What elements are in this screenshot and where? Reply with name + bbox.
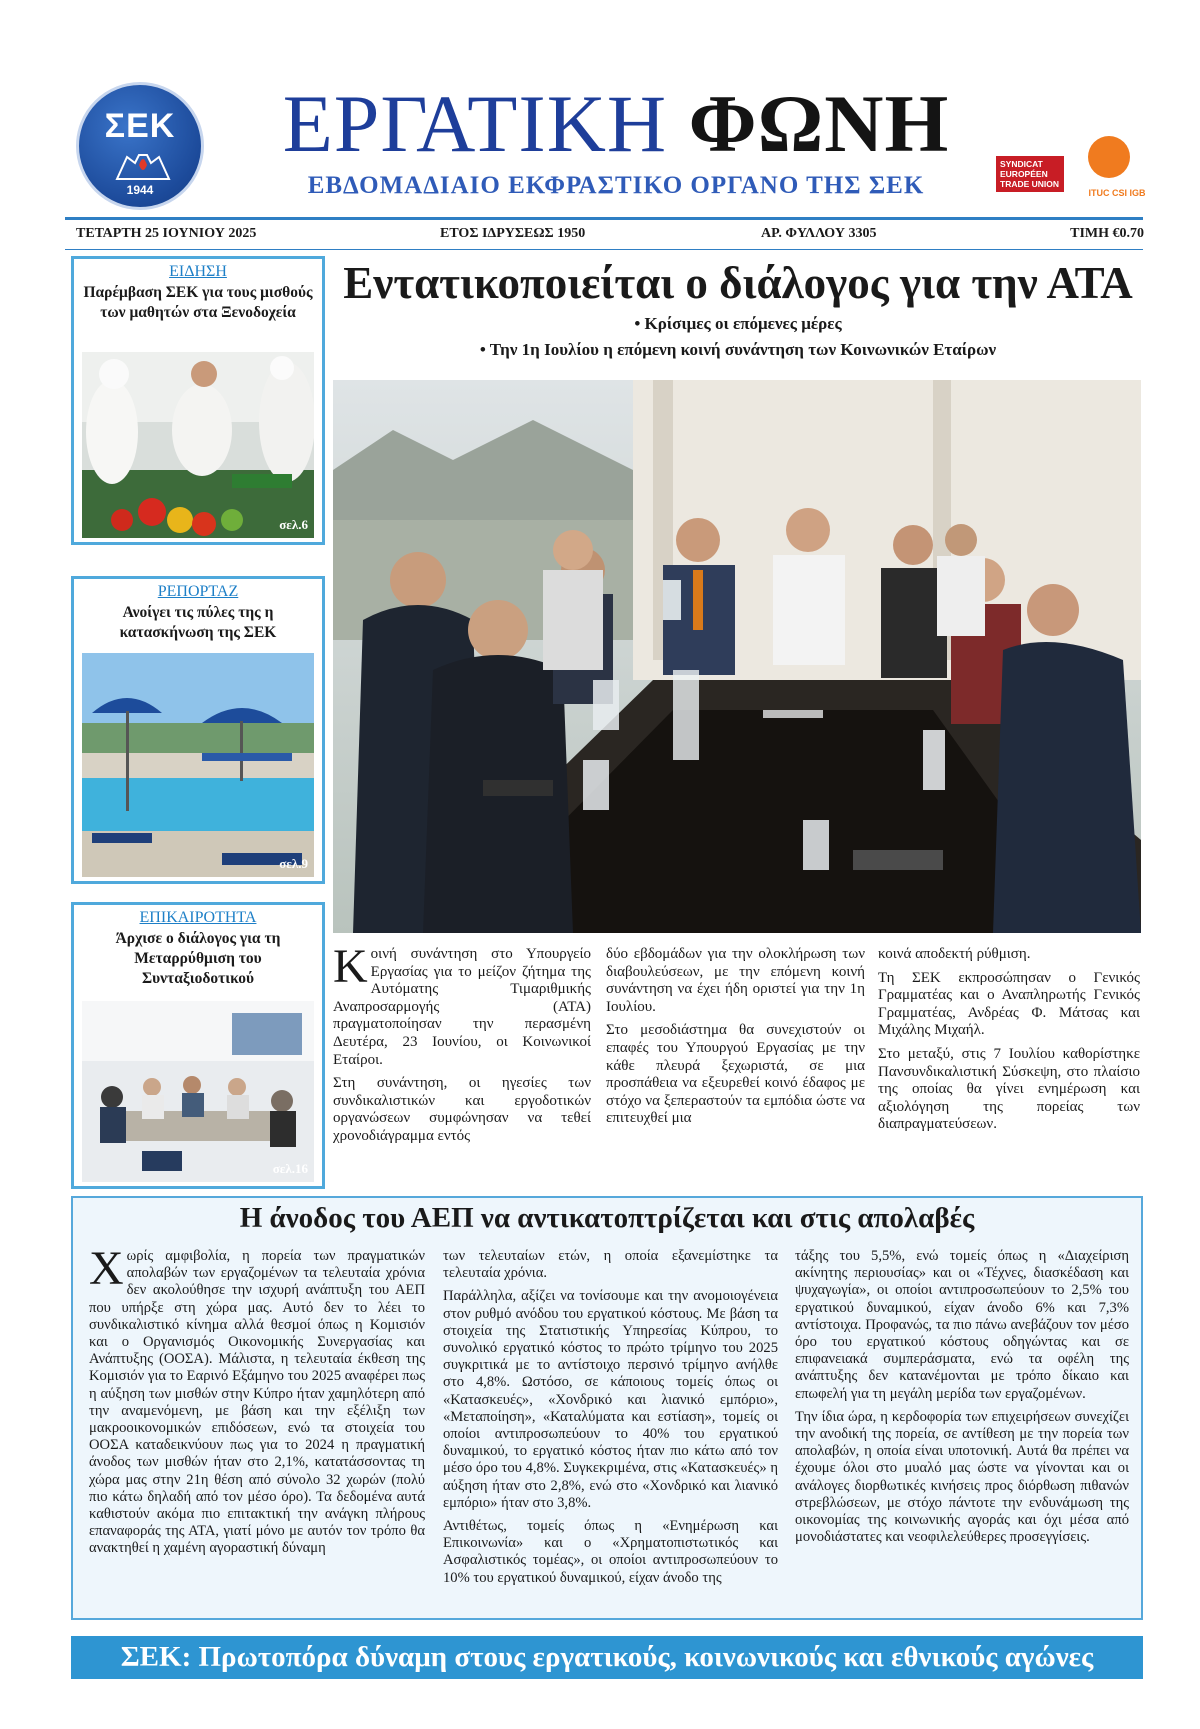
editorial-col2-para-2: Παράλληλα, αξίζει να τονίσουμε και την ανομοιογένεια στον ρυθμό ανόδου του εργατικού κόστους. Με βάση τα στοιχεία της Στατιστικής Υπηρεσίας Κύπρου, το συνολικό εργατικό κόστος το πρώτο τρίμηνο του 2025 συγκριτικά με το αντίστοιχο περσινό τρίμηνο ανήλθε στο 4,8%. Ωστόσο, σε κάποιους τομείς όπως οι «Κατασκευές», «Χονδρικό και λιανικό εμπόριο», «Μεταποίηση», «Καταλύματα και εστίαση», τομείς οι οποίοι αντιπροσωπεύουν το 40% του εργατικού δυναμικού, το εργατικό κόστος ήταν πιο κάτω από τον μέσο όρο του 4,8%. Συγκεκριμένα, στις «Κατασκευές» η αύξηση ήταν στο 2,8%, ενώ στο «Χονδρικό και λιανικό εμπόριο» ήταν στο 3,8%. xyxy=(443,1288,778,1511)
issue-date: ΤΕΤΑΡΤΗ 25 ΙΟΥΝΙΟΥ 2025 xyxy=(76,226,257,241)
teaser-title[interactable]: Παρέμβαση ΣΕΚ για τους μισθούς των μαθητών στα Ξενοδοχεία xyxy=(83,284,313,321)
masthead xyxy=(76,78,1146,213)
logo-year: 1944 xyxy=(126,183,154,197)
clasped-hands-icon xyxy=(113,149,173,185)
meeting-room-photo-art xyxy=(82,1001,314,1182)
ituc-label: ITUC CSI IGB xyxy=(1088,188,1146,198)
founded-year: ΕΤΟΣ ΙΔΡΥΣΕΩΣ 1950 xyxy=(440,226,586,241)
main-bullet-2: • Την 1η Ιουλίου η επόμενη κοινή συνάντηση των Κοινωνικών Εταίρων xyxy=(479,340,997,359)
ituc-circle-icon xyxy=(1088,136,1130,178)
main-col1-para-1: οινή συνάντηση στο Υπουργείο Εργασίας για το μείζον ζήτημα της Αυτόματης Τιμαριθμικής Αναπροσαρμογής (ΑΤΑ) πραγματοποίησαν την περασμένη Δευτέρα, 23 Ιουνίου, οι Κοινωνικοί Εταίροι. xyxy=(333,946,591,1068)
teaser-title[interactable]: Ανοίγει τις πύλες της η κατασκήνωση της ΣΕΚ xyxy=(119,604,277,641)
editorial-column-2 xyxy=(443,1248,778,1593)
sek-logo xyxy=(76,82,204,210)
editorial-col3-para-1: τάξης του 5,5%, ενώ τομείς όπως η «Διαχείριση ακίνητης περιουσίας» και οι «Τέχνες, διασκέδαση και ψυχαγωγία», οι οποίοι αντιπροσωπεύουν το 2,5% του εργατικού δυναμικού, είχαν άνοδο 6% και 7,3% αντίστοιχα. Προφανώς, τα πιο πάνω ανεβάζουν τον μέσο όρο του εργατικού κόστους οδηγώντας και σε επιφανειακά συμπεράσματα, ενώ τα οφέλη της ανάπτυξης δεν κατανέμονται με τρόπο δίκαιο και επωφελή για τη μεγάλη μερίδα των εργαζομένων. xyxy=(795,1248,1129,1402)
main-story-photo xyxy=(333,380,1141,933)
title-word-1: ΕΡΓΑΤΙΚΗ xyxy=(282,78,668,169)
issue-number: ΑΡ. ΦΥΛΛΟΥ 3305 xyxy=(761,226,877,241)
teaser-page-ref: σελ.16 xyxy=(272,1161,308,1176)
sidebar-teaser-news[interactable] xyxy=(71,256,325,545)
sidebar-teaser-current[interactable] xyxy=(71,902,325,1189)
editorial-column-3 xyxy=(795,1248,1129,1552)
newspaper-title xyxy=(236,78,996,170)
main-col3-para-1: κοινά αποδεκτή ρύθμιση. xyxy=(878,946,1031,962)
masthead-rule xyxy=(65,217,1143,220)
editorial-box xyxy=(71,1196,1143,1620)
teaser-category: ΕΙΔΗΣΗ xyxy=(169,263,227,280)
footer-slogan: ΣΕΚ: Πρωτοπόρα δύναμη στους εργατικούς, κοινωνικούς και εθνικούς αγώνες xyxy=(71,1636,1143,1679)
main-story-column-2 xyxy=(606,946,865,1134)
teaser-page-ref: σελ.6 xyxy=(279,517,308,532)
teaser-page-ref: σελ.9 xyxy=(279,856,308,871)
main-col3-para-2: Τη ΣΕΚ εκπροσώπησαν ο Γενικός Γραμματέας και ο Αναπληρωτής Γενικός Γραμματέας, Ανδρέας Φ. Μάτσας και Μιχάλης Μιχαήλ. xyxy=(878,969,1140,1039)
pool-photo-art xyxy=(82,653,314,877)
editorial-col2-para-1: των τελευταίων ετών, η οποία εξανεμίστηκε τα τελευταία χρόνια. xyxy=(443,1248,778,1282)
main-headline[interactable]: Εντατικοποιείται ο διάλογος για την ΑΤΑ xyxy=(343,258,1133,308)
chefs-photo xyxy=(82,352,314,538)
editorial-col1-para-1: ωρίς αμφιβολία, η πορεία των πραγματικών απολαβών των εργαζομένων τα τελευταία χρόνια δεν ακολούθησε την ισχυρή ανάπτυξη του ΑΕΠ που υπήρξε στη χώρα μας. Αυτό δεν το λέει το συνδικαλιστικό κίνημα αλλά θεσμοί όπως η Κομισιόν και ο Οργανισμός Οικονομικής Συνεργασίας και Ανάπτυξης (ΟΟΣΑ). Μάλιστα, η τελευταία έκθεση της Κομισιόν για το Εαρινό Εξάμηνο του 2025 αναφέρει πως η αύξηση των μισθών στην Κύπρο ήταν χαμηλότερη από την αναμενόμενη, με βάση και την εξέλιξη των μακροοικονομικών επιδόσεων, ενώ τα στοιχεία του ΟΟΣΑ καταδεικνύουν πως για το 2024 η πραγματική άνοδος των μισθών ήταν στο 2,1%, κατατάσσοντας τη χώρα μας στην 21η θέση από σύνολο 32 χωρών (πολύ πιο κάτω δηλαδή από τον μέσο όρο). Τα δεδομένα αυτά καθιστούν ακόμα πιο επιτακτική την ανάγκη πλήρους επαναφοράς της ΑΤΑ, γιατί μόνο με αυτόν τον τρόπο θα ανακτηθεί η χαμένη αγοραστική δύναμη xyxy=(89,1248,425,1557)
main-col2-para-1: δύο εβδομάδων για την ολοκλήρωση των διαβουλεύσεων, με την επόμενη κοινή συνάντηση να έχει ήδη οριστεί για την 1η Ιουλίου. xyxy=(606,946,865,1015)
meeting-photo-art xyxy=(333,380,1141,933)
sidebar-teaser-report[interactable] xyxy=(71,576,325,884)
main-story-column-1 xyxy=(333,940,591,1152)
issue-price: ΤΙΜΗ €0.70 xyxy=(1070,226,1144,241)
teaser-category: ΡΕΠΟΡΤΑΖ xyxy=(157,583,239,600)
issue-info-bar xyxy=(76,226,1144,248)
editorial-title[interactable]: Η άνοδος του ΑΕΠ να αντικατοπτρίζεται και στις απολαβές xyxy=(239,1202,975,1234)
pool-photo xyxy=(82,653,314,877)
main-col2-para-2: Στο μεσοδιάστημα θα συνεχιστούν οι επαφές του Υπουργού Εργασίας με την κάθε πλευρά ξεχωριστά, σε μια προσπάθεια να εξευρεθεί κοινό έδαφος με στόχο να ξεπεραστούν τα εμπόδια ώστε να επιτευχθεί μια xyxy=(606,1022,865,1127)
newspaper-subtitle: ΕΒΔΟΜΑΔΙΑΙΟ ΕΚΦΡΑΣΤΙΚΟ ΟΡΓΑΝΟ ΤΗΣ ΣΕΚ xyxy=(307,172,925,199)
meeting-room-photo xyxy=(82,1001,314,1182)
editorial-col3-para-2: Την ίδια ώρα, η κερδοφορία των επιχειρήσεων συνεχίζει την ανοδική της πορεία, σε αντίθεση με την πορεία των απολαβών, η οποία είναι υποτονική. Αυτά θα πρέπει να έχουμε όλοι στο μυαλό μας ώστε να γίνονται και οι ανάλογες διορθωτικές κινήσεις προς διόρθωση πιθανών στρεβλώσεων, με στόχο πάντοτε την ενδυνάμωση της οικονομίας της κοινωνικής αγοράς και όχι μέσα από μονοδιάστατες και νεοφιλελεύθερες προσεγγίσεις. xyxy=(795,1408,1129,1546)
main-col1-para-2: Στη συνάντηση, οι ηγεσίες των συνδικαλιστικών και εργοδοτικών οργανώσεων συμφώνησαν να τεθεί χρονοδιάγραμμα εντός xyxy=(333,1075,591,1144)
chefs-photo-art xyxy=(82,352,314,538)
teaser-title[interactable]: Άρχισε ο διάλογος για τη Μεταρρύθμιση του Συνταξιοδοτικού xyxy=(115,930,281,987)
info-rule xyxy=(65,249,1143,250)
main-col3-para-3: Στο μεταξύ, στις 7 Ιουλίου καθορίστηκε Πανσυνδικαλιστική Σύσκεψη, στο πλαίσιο της οποίας θα γίνει ενημέρωση και αξιολόγηση της πορείας των διαπραγματεύσεων. xyxy=(878,1045,1140,1133)
main-dropcap: Κ xyxy=(333,940,368,993)
ituc-logo xyxy=(1082,136,1146,206)
title-word-2: ΦΩΝΗ xyxy=(688,78,950,169)
teaser-category: ΕΠΙΚΑΙΡΟΤΗΤΑ xyxy=(139,909,257,926)
etuc-label: SYNDICAT EUROPÉEN TRADE UNION xyxy=(1000,159,1060,189)
editorial-dropcap: Χ xyxy=(89,1242,124,1295)
main-story-column-3 xyxy=(878,946,1140,1140)
brand xyxy=(236,78,996,200)
main-bullet-1: • Κρίσιμες οι επόμενες μέρες xyxy=(634,314,842,333)
editorial-column-1 xyxy=(89,1242,425,1564)
etuc-logo xyxy=(996,148,1074,202)
logo-text: ΣΕΚ xyxy=(104,107,176,145)
editorial-col2-para-3: Αντιθέτως, τομείς όπως η «Ενημέρωση και Επικοινωνία» και ο «Χρηματοπιστωτικός και Ασφαλιστικός τομέας», οι οποίοι αντιπροσωπεύουν το 10% του εργατικού δυναμικού, είχαν άνοδο της xyxy=(443,1518,778,1586)
